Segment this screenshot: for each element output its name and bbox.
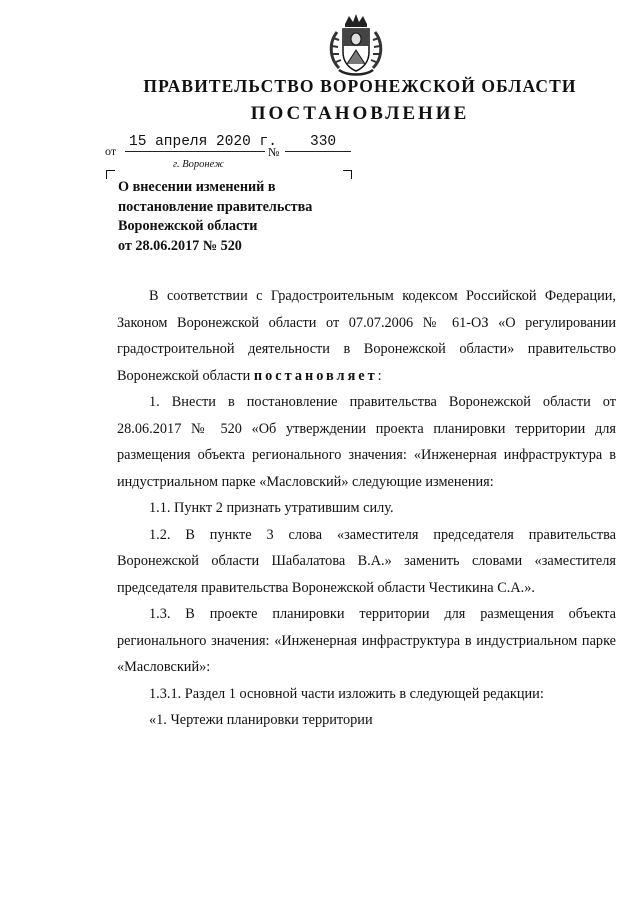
clause-1: 1. Внести в постановление правительства Воронежской области от 28.06.2017 № 520 «Об утверждении проекта планировки территории для размещения объекта регионального значения: «Инженерная инфраструктура в индустриальном парке «Масловский» следующие изменения:: [117, 394, 616, 490]
document-type-title: ПОСТАНОВЛЕНИЕ: [250, 103, 470, 124]
preamble-colon: :: [377, 367, 382, 384]
date-underline: [125, 151, 265, 152]
clause-1-3: 1.3. В проекте планировки территории для размещения объекта регионального значения: «Инженерная инфраструктура в индустриальном парке «Масловский»:: [117, 606, 616, 675]
preamble-paragraph: [117, 283, 616, 389]
clause-1-3-1: 1.3.1. Раздел 1 основной части изложить в следующей редакции:: [149, 685, 544, 702]
section-heading-quote: «1. Чертежи планировки территории: [149, 712, 373, 728]
date-label: от: [105, 144, 117, 158]
document-date: 15 апреля 2020 г.: [129, 134, 277, 150]
clause-1-2: 1.2. В пункте 3 слова «заместителя председателя правительства Воронежской области Шабалатова В.А.» заменить словами «заместителя председателя правительства Воронежской области Честикина С.А.».: [117, 526, 616, 596]
document-number: 330: [310, 134, 337, 150]
resolution-keyword: постановляет: [253, 367, 378, 384]
document-subject: [118, 178, 358, 256]
subject-line: Воронежской области: [118, 218, 258, 234]
subject-line: от 28.06.2017 № 520: [118, 237, 242, 254]
subject-corner-left: [106, 170, 115, 179]
number-underline: [285, 151, 351, 152]
city-label: г. Воронеж: [173, 159, 224, 170]
subject-line: О внесении изменений в: [118, 179, 276, 195]
subject-line: постановление правительства: [118, 198, 313, 215]
document-requisites: [105, 136, 365, 158]
preamble-text: В соответствии с Градостроительным кодексом Российской Федерации, Законом Воронежской области от 07.07.2006 № 61-ОЗ «О регулировании градостроительной деятельности в Воронежской области» правительство Воронежской области: [117, 288, 616, 384]
coat-of-arms-icon: [327, 12, 385, 78]
clause-1-1: 1.1. Пункт 2 признать утратившим силу.: [149, 500, 394, 516]
number-label: №: [268, 145, 280, 159]
document-body: [117, 283, 616, 734]
organization-title: ПРАВИТЕЛЬСТВО ВОРОНЕЖСКОЙ ОБЛАСТИ: [143, 76, 577, 96]
